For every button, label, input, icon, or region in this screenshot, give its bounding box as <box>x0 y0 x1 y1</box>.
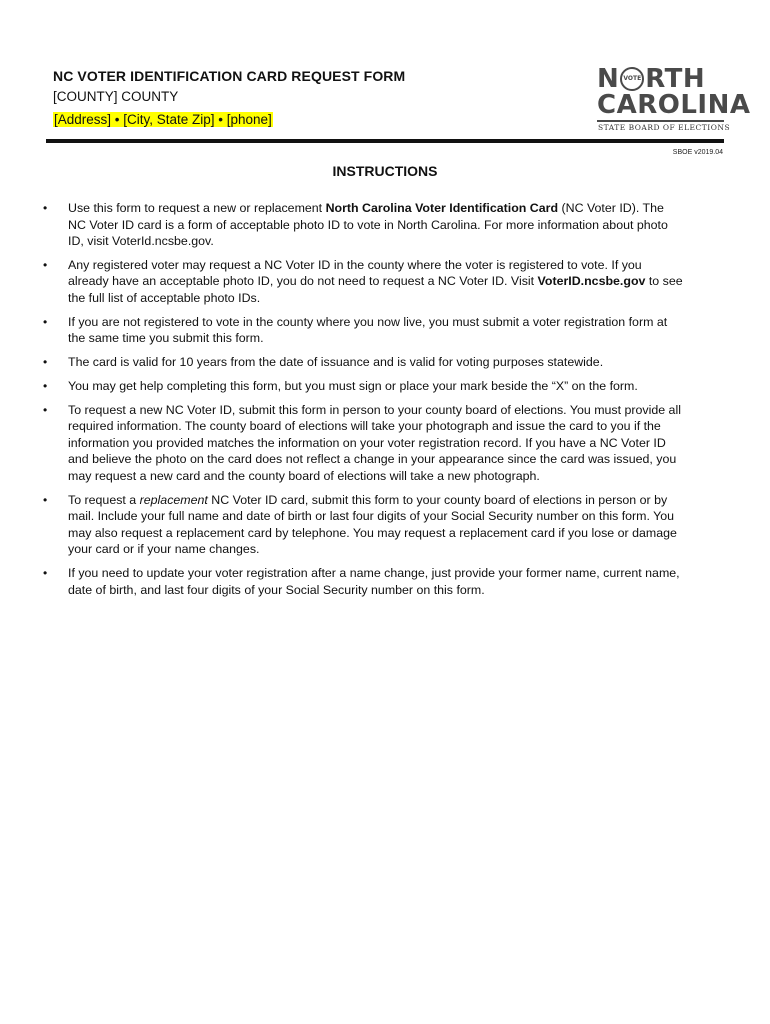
bullet-icon: • <box>43 314 48 329</box>
header-divider <box>46 139 724 143</box>
logo-letters-rth: RTH <box>645 64 706 94</box>
logo-underline <box>597 120 724 122</box>
instruction-item <box>43 492 683 558</box>
instruction-text: (NC Voter ID). The NC Voter ID card is a form of acceptable photo ID to vote in North Carolina. For more information about photo ID, visit VoterId.ncsbe.gov. <box>68 201 668 248</box>
instruction-text: To request a <box>68 492 140 507</box>
instructions-heading: INSTRUCTIONS <box>332 163 438 179</box>
instruction-item <box>43 257 683 307</box>
logo-letter-n: N <box>597 64 620 94</box>
address-line <box>53 111 493 128</box>
logo-line-north <box>597 64 705 92</box>
instruction-item <box>43 314 683 347</box>
vote-seal-icon <box>620 67 644 91</box>
instruction-bold: North Carolina Voter Identification Card <box>325 201 559 215</box>
instruction-item <box>43 378 683 395</box>
instruction-link-text: VoterID.ncsbe.gov <box>537 274 646 289</box>
form-version: SBOE v2019.04 <box>672 149 723 156</box>
instruction-text: NC Voter ID card, submit this form to your county board of elections in person or by mail. Include your full name and date of birth or last four digits of your Social Security number on this form. You may also request a replacement card by telephone. You may request a replacement card if you lose or damage your card or if your name changes. <box>68 492 677 557</box>
logo-line-carolina: CAROLINA <box>597 90 751 120</box>
bullet-icon: • <box>43 492 48 507</box>
instruction-item <box>43 402 683 485</box>
bullet-icon: • <box>43 201 48 215</box>
address-highlight: [Address] • [City, State Zip] • [phone] <box>54 112 272 127</box>
nc-state-board-logo <box>597 64 751 132</box>
bullet-icon: • <box>43 257 48 272</box>
instruction-text: If you are not registered to vote in the county where you now live, you must submit a voter registration form at the same time you submit this form. <box>68 314 668 346</box>
instruction-text: If you need to update your voter registration after a name change, just provide your former name, current name, date of birth, and last four digits of your Social Security number on this form. <box>68 566 680 597</box>
county-name: [COUNTY] COUNTY <box>53 89 179 104</box>
instruction-text: The card is valid for 10 years from the date of issuance and is valid for voting purposes statewide. <box>68 355 604 370</box>
instruction-item <box>43 200 683 250</box>
instruction-italic: replacement <box>139 492 208 507</box>
instruction-text: To request a new NC Voter ID, submit this form in person to your county board of elections. You must provide all required information. The county board of elections will take your photograph and issue the card to you if the information you provided matches the information on your voter registration record. If you have a NC Voter ID and believe the photo on the card does not reflect a change in your appearance since the card was issued, you may request a new card and the county board of elections will take a new photograph. <box>68 402 681 483</box>
form-title: NC VOTER IDENTIFICATION CARD REQUEST FORM <box>53 68 406 84</box>
bullet-icon: • <box>43 566 48 581</box>
seal-text: VOTE <box>623 75 642 82</box>
instruction-item <box>43 565 683 598</box>
instruction-item <box>43 354 683 371</box>
instruction-text: You may get help completing this form, but you must sign or place your mark beside the “X” on the form. <box>68 379 638 394</box>
instruction-text: Any registered voter may request a NC Voter ID in the county where the voter is registered to vote. If you already have an acceptable photo ID, you do not need to request a NC Voter ID. Visit <box>68 257 642 289</box>
form-header <box>53 68 493 128</box>
instruction-text: to see the full list of acceptable photo IDs. <box>68 274 683 305</box>
bullet-icon: • <box>43 379 48 394</box>
instructions-list <box>43 200 683 606</box>
logo-subtitle: STATE BOARD OF ELECTIONS <box>598 123 731 132</box>
bullet-icon: • <box>43 355 48 370</box>
bullet-icon: • <box>43 402 48 417</box>
instruction-text: Use this form to request a new or replacement <box>68 201 326 215</box>
